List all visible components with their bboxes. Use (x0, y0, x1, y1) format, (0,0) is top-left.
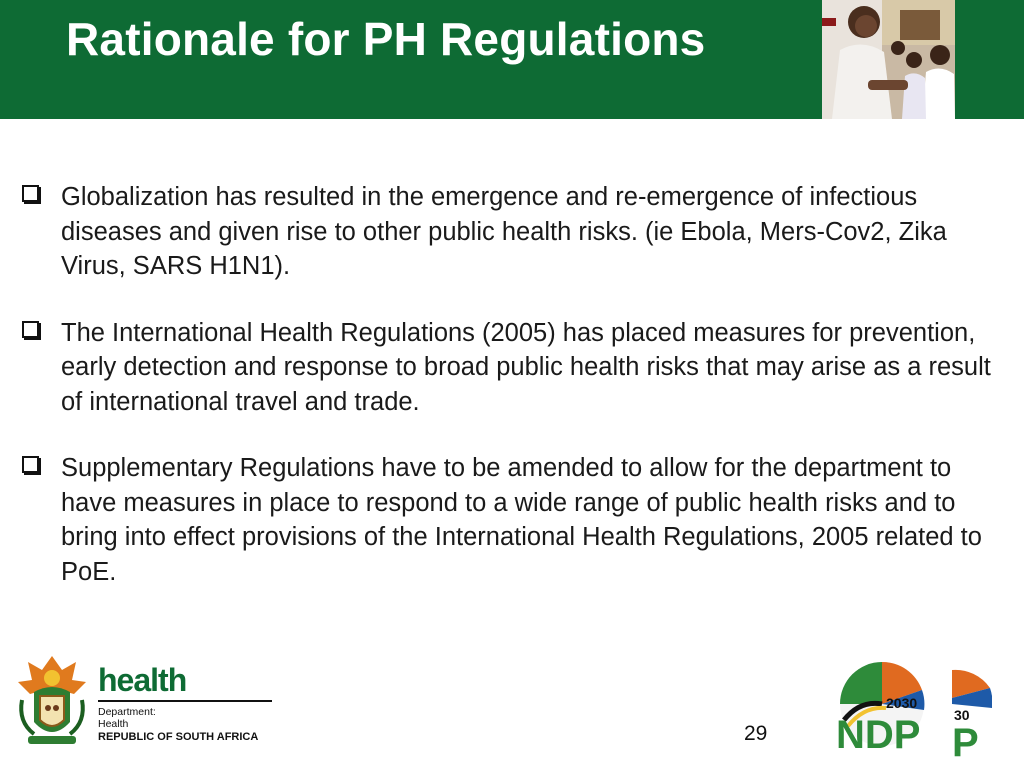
ndp-year: 2030 (886, 695, 918, 711)
checkbox-bullet-icon (22, 456, 39, 473)
country-name: REPUBLIC OF SOUTH AFRICA (98, 731, 259, 743)
slide-title: Rationale for PH Regulations (66, 13, 706, 65)
health-wordmark: health (98, 662, 187, 698)
ndp-label: NDP (836, 713, 921, 757)
ndp-2030-logo (830, 660, 940, 760)
bullet-item (22, 451, 997, 589)
bullet-list (22, 180, 997, 621)
department-health-logo (14, 652, 294, 752)
bullet-item (22, 180, 997, 284)
nurse-children-photo (822, 0, 955, 119)
ndp-logo-partial (952, 668, 992, 760)
dept-name: Health (98, 718, 129, 730)
logo-divider (98, 700, 272, 702)
bullet-text: Supplementary Regulations have to be amended to allow for the department to have measures in place to respond to a wide range of public health risks and to bring into effect provisions of the International Health Regulations, 2005 related to PoE. (61, 454, 982, 586)
ndp2-label: P (952, 721, 979, 760)
dept-label: Department: (98, 706, 156, 718)
bullet-item (22, 316, 997, 420)
checkbox-bullet-icon (22, 321, 39, 338)
bullet-text: The International Health Regulations (2005) has placed measures for prevention, early detection and response to broad public health risks that may arise as a result of international travel and trade. (61, 318, 991, 416)
ndp2-year: 30 (954, 707, 970, 723)
slide-header (0, 0, 1024, 119)
bullet-text: Globalization has resulted in the emergence and re-emergence of infectious diseases and given rise to other public health risks. (ie Ebola, Mers-Cov2, Zika Virus, SARS H1N1). (61, 183, 947, 280)
checkbox-bullet-icon (22, 185, 39, 202)
coat-of-arms-icon (14, 652, 90, 750)
page-number: 29 (744, 722, 768, 745)
